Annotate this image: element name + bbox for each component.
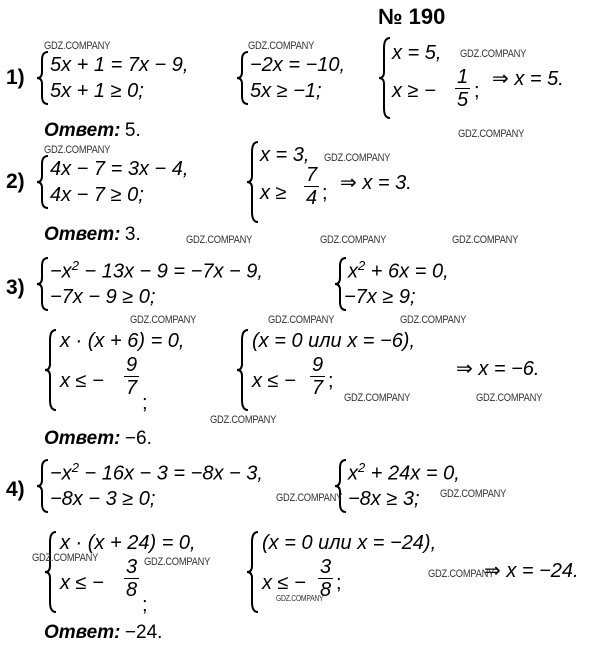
part-2-number: 2) — [6, 170, 25, 193]
part-4-answer — [44, 622, 162, 644]
part-1-semicolon: ; — [474, 80, 480, 102]
part-2-ineq-1: 4x − 7 ≥ 0; — [50, 184, 144, 206]
part-3-fraction-2: $\frac{9}{7}$ — [312, 354, 324, 399]
part-2-semicolon: ; — [322, 182, 328, 204]
watermark-text: GDZ.COMPANY — [440, 488, 507, 500]
part-2-ineq-2: x ≥ — [260, 182, 287, 204]
part-1-eq-2: −2x = −10, — [250, 54, 346, 76]
watermark-text: GDZ.COMPANY — [428, 568, 495, 580]
part-2-answer — [44, 224, 141, 246]
part-3-semicolon-1: ; — [142, 392, 148, 414]
watermark-text: GDZ.COMPANY — [248, 40, 315, 52]
part-4-number: 4) — [6, 478, 25, 501]
brace-icon — [36, 154, 50, 210]
watermark-text: GDZ.COMPANY — [320, 234, 387, 246]
part-3-answer — [44, 428, 152, 450]
part-4-eq-1: $-x^2 - 16x - 3 = -8x - 3$, — [50, 460, 263, 485]
part-3-result: ⇒ x = −6. — [456, 358, 540, 380]
part-1-ineq-1: 5x + 1 ≥ 0; — [50, 80, 144, 102]
watermark-text: GDZ.COMPANY — [344, 392, 411, 404]
part-2-eq-2: x = 3, — [260, 144, 310, 166]
part-4-eq-3: x · (x + 24) = 0, — [60, 532, 196, 554]
part-3-fraction-1: $\frac{9}{7}$ — [126, 354, 138, 399]
part-3-eq-3: x · (x + 6) = 0, — [60, 330, 185, 352]
answer-label: Ответ: — [44, 622, 121, 643]
problem-title: № 190 — [378, 4, 446, 29]
part-3-ineq-1: −7x − 9 ≥ 0; — [50, 286, 156, 308]
part-3-semicolon-2: ; — [328, 370, 334, 392]
watermark-text: GDZ.COMPANY — [324, 152, 391, 164]
part-1-answer — [44, 120, 141, 142]
answer-value: −24. — [124, 622, 163, 643]
part-2-eq-1: 4x − 7 = 3x − 4, — [50, 158, 189, 180]
brace-icon — [36, 50, 50, 106]
brace-icon — [236, 50, 250, 106]
watermark-text: GDZ.COMPANY — [476, 392, 543, 404]
part-1-eq-1: 5x + 1 = 7x − 9, — [50, 54, 189, 76]
watermark-text: GDZ.COMPANY — [130, 314, 197, 326]
answer-value: −6. — [124, 428, 152, 449]
part-1-result: ⇒ x = 5. — [492, 68, 564, 90]
part-3-eq-2: $x^2 + 6x = 0$, — [348, 258, 449, 283]
brace-icon — [334, 458, 348, 514]
brace-icon — [44, 530, 58, 614]
part-1-ineq-2: 5x ≥ −1; — [250, 80, 322, 102]
part-1-number: 1) — [6, 66, 25, 89]
watermark-text: GDZ.COMPANY — [186, 234, 253, 246]
part-3-eq-1: $-x^2 - 13x - 9 = -7x - 9$, — [50, 258, 263, 283]
part-1-ineq-3: x ≥ − — [392, 80, 436, 102]
part-4-semicolon-2: ; — [336, 572, 342, 594]
part-4-ineq-1: −8x − 3 ≥ 0; — [50, 488, 156, 510]
brace-icon — [36, 256, 50, 312]
answer-value: 3. — [124, 224, 141, 245]
part-4-eq-4: (x = 0 или x = −24), — [262, 532, 437, 554]
part-3-eq-4: (x = 0 или x = −6), — [252, 330, 416, 352]
answer-label: Ответ: — [44, 428, 121, 449]
watermark-text: GDZ.COMPANY — [276, 594, 324, 603]
watermark-text: GDZ.COMPANY — [32, 552, 99, 564]
answer-label: Ответ: — [44, 120, 121, 141]
part-1-eq-3: x = 5, — [392, 42, 442, 64]
part-1-fraction: $\frac{1}{5}$ — [457, 66, 469, 111]
watermark-text: GDZ.COMPANY — [400, 314, 467, 326]
watermark-text: GDZ.COMPANY — [452, 234, 519, 246]
answer-label: Ответ: — [44, 224, 121, 245]
part-4-semicolon-1: ; — [142, 594, 148, 616]
part-4-ineq-4: x ≤ − — [262, 572, 306, 594]
part-2-result: ⇒ x = 3. — [340, 172, 412, 194]
watermark-text: GDZ.COMPANY — [44, 144, 111, 156]
watermark-text: GDZ.COMPANY — [458, 128, 525, 140]
answer-value: 5. — [124, 120, 141, 141]
brace-icon — [236, 328, 250, 412]
brace-icon — [246, 140, 260, 224]
part-4-eq-2: $x^2 + 24x = 0$, — [348, 460, 460, 485]
brace-icon — [44, 328, 58, 412]
watermark-text: GDZ.COMPANY — [44, 40, 111, 52]
part-4-ineq-2: −8x ≥ 3; — [348, 488, 420, 510]
brace-icon — [246, 530, 260, 614]
brace-icon — [378, 36, 392, 120]
part-2-fraction: $\frac{7}{4}$ — [306, 164, 318, 209]
part-3-ineq-3: x ≤ − — [60, 370, 104, 392]
watermark-text: GDZ.COMPANY — [268, 314, 335, 326]
watermark-text: GDZ.COMPANY — [460, 48, 527, 60]
brace-icon — [36, 458, 50, 514]
watermark-text: GDZ.COMPANY — [276, 492, 343, 504]
part-4-fraction-2: $\frac{3}{8}$ — [320, 556, 332, 601]
part-3-ineq-2: −7x ≥ 9; — [344, 286, 416, 308]
watermark-text: GDZ.COMPANY — [210, 414, 277, 426]
part-3-ineq-4: x ≤ − — [252, 370, 296, 392]
part-4-fraction-1: $\frac{3}{8}$ — [126, 556, 138, 601]
part-4-result: ⇒ x = −24. — [484, 560, 579, 582]
part-4-ineq-3: x ≤ − — [60, 572, 104, 594]
watermark-text: GDZ.COMPANY — [144, 556, 211, 568]
part-3-number: 3) — [6, 276, 25, 299]
